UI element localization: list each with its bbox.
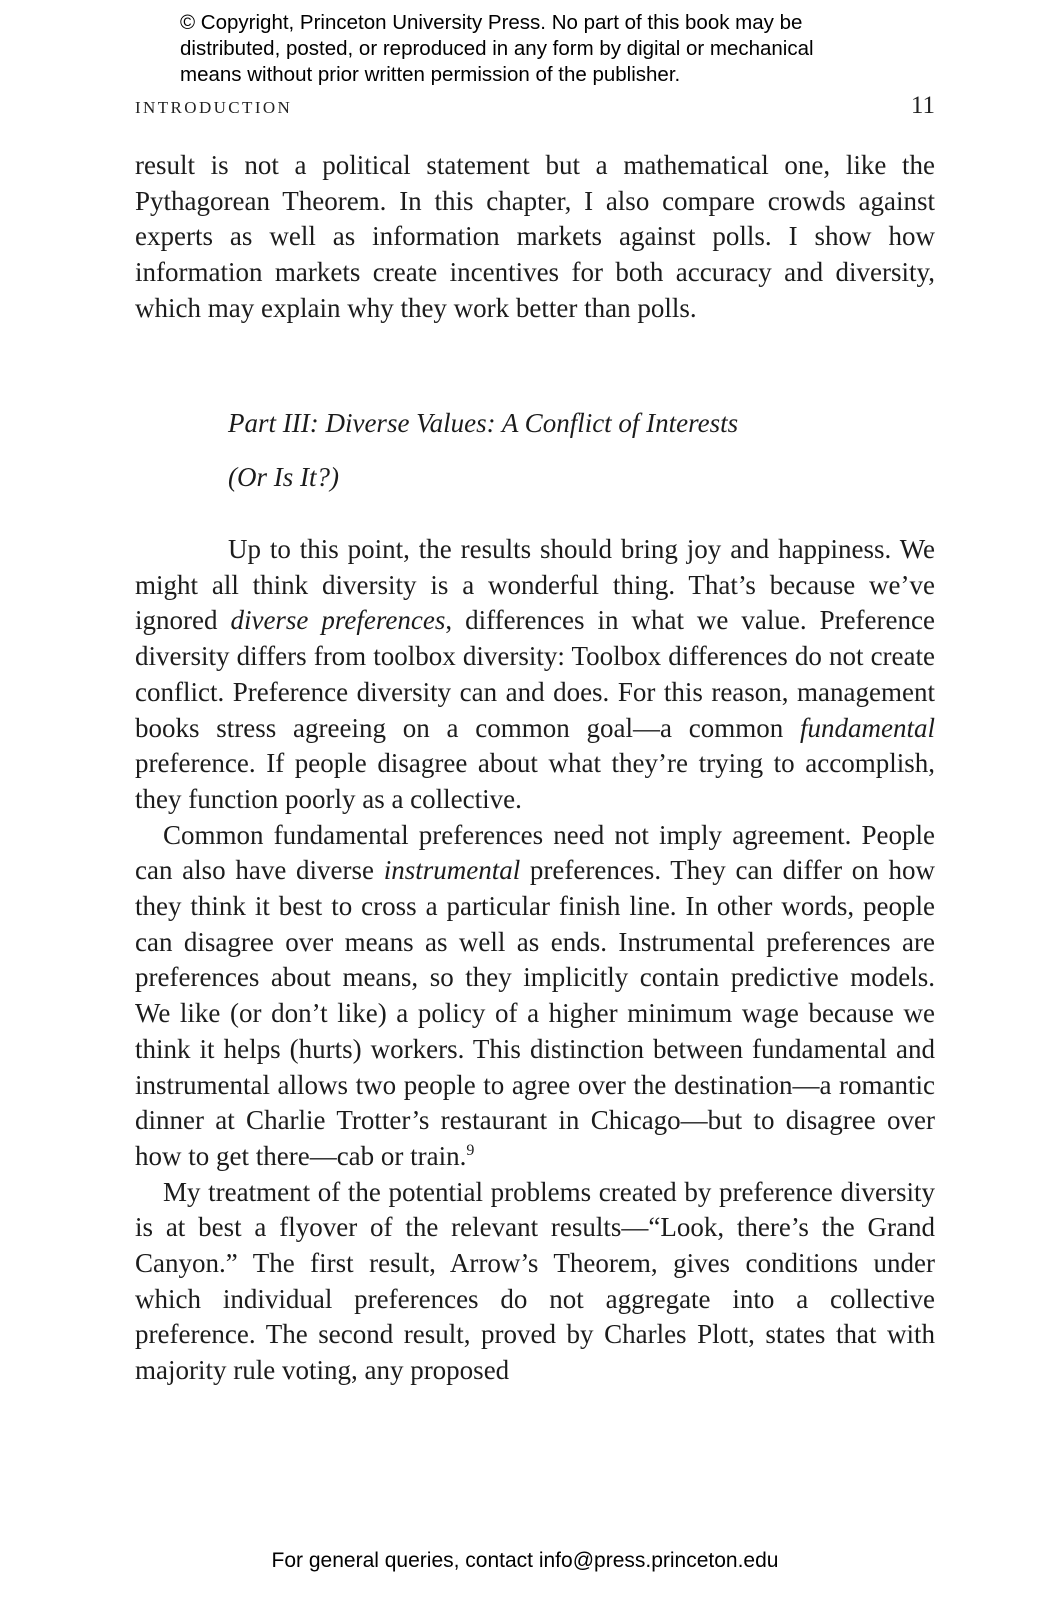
section-heading: Part III: Diverse Values: A Conflict of Interests bbox=[228, 408, 739, 438]
copyright-notice bbox=[180, 10, 940, 88]
text-run: Up to this point, the results should bring joy and happiness. We might all think diversity is a wonderful thing. That’s because we’ve ignored bbox=[135, 534, 935, 636]
text-run: , differences in what we value. Preference diversity differs from toolbox diversity: Toolbox differences do not create conflict. Preference diversity can and does. For this reason, management books stress agreeing on a common goal—a common bbox=[135, 605, 935, 743]
emphasis: fundamental bbox=[800, 712, 935, 743]
copyright-line: distributed, posted, or reproduced in any form by digital or mechanical bbox=[180, 37, 814, 60]
paragraph: My treatment of the potential problems created by preference diversity is at best a flyover of the relevant results—“Look, there’s the Grand Canyon.” The first result, Arrow’s Theorem, gives conditions under which individual preferences do not aggregate into a collective preference. The second result, proved by Charles Plott, states that with majority rule voting, any proposed bbox=[135, 1176, 935, 1386]
body-text-top bbox=[135, 148, 935, 327]
body-text-main bbox=[135, 532, 935, 1389]
text-run: preference. If people disagree about what they’re trying to accomplish, they function poorly as a collective. bbox=[135, 748, 935, 814]
paragraph: result is not a political statement but a mathematical one, like the Pythagorean Theorem. In this chapter, I also compare crowds against experts as well as information markets against polls. I show how information markets create incentives for both accuracy and diversity, which may explain why they work better than polls. bbox=[135, 150, 935, 323]
running-head-section: INTRODUCTION bbox=[135, 98, 293, 117]
paragraph bbox=[135, 818, 935, 1175]
copyright-line: © Copyright, Princeton University Press. No part of this book may be bbox=[180, 11, 803, 34]
section-heading-subtitle: (Or Is It?) bbox=[228, 462, 339, 492]
paragraph bbox=[135, 532, 935, 818]
footnote-marker[interactable]: 9 bbox=[466, 1141, 475, 1159]
footer-contact: For general queries, contact info@press.princeton.edu bbox=[271, 1549, 779, 1572]
copyright-line: means without prior written permission of the publisher. bbox=[180, 63, 681, 86]
text-run: Common fundamental preferences need not imply agreement. People can also have diverse bbox=[135, 819, 935, 886]
running-head bbox=[135, 92, 935, 122]
text-run: preferences. They can differ on how they think it best to cross a particular finish line. In other words, people can disagree over means as well as ends. Instrumental preferences are preferences about means, so they implicitly contain predictive models. We like (or don’t like) a policy of a higher minimum wage because we think it helps (hurts) workers. This distinction between fundamental and instrumental allows two people to agree over the destination—a romantic dinner at Charlie Trotter’s restaurant in Chicago—but to disagree over how to get there—cab or train. bbox=[135, 855, 935, 1171]
emphasis: instrumental bbox=[383, 855, 521, 886]
page-number: 11 bbox=[910, 92, 935, 119]
emphasis: diverse preferences bbox=[230, 605, 446, 636]
